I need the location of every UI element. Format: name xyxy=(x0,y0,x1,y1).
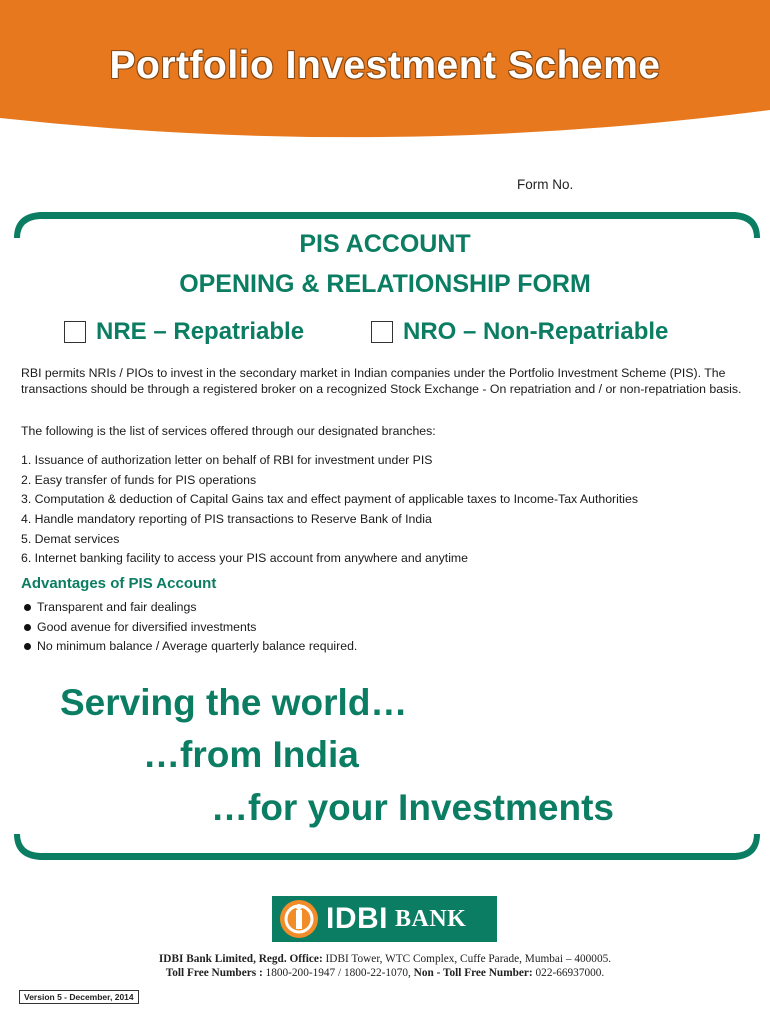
advantages-heading: Advantages of PIS Account xyxy=(21,575,217,592)
intro-paragraph: RBI permits NRIs / PIOs to invest in the secondary market in Indian companies under the Portfolio Investment Scheme (PIS). The transactions should be through a registered broker on a recognized Stock Exchange - On repatriation and / or non-repatriation basis. xyxy=(21,366,742,396)
slogan-line3: …for your Investments xyxy=(211,787,614,828)
non-toll-free-label: Non - Toll Free Number: xyxy=(413,967,533,979)
idbi-emblem-icon xyxy=(278,898,320,940)
form-number-label: Form No. xyxy=(517,177,574,192)
form-title-line1: PIS ACCOUNT xyxy=(299,230,471,258)
option-nre[interactable] xyxy=(64,318,304,346)
nro-checkbox[interactable] xyxy=(371,321,393,343)
services-intro: The following is the list of services offered through our designated branches: xyxy=(21,424,436,438)
company-name: IDBI Bank Limited, Regd. Office: xyxy=(158,953,323,965)
bullet-icon xyxy=(24,643,31,650)
list-item xyxy=(24,637,357,657)
list-item: 1. Issuance of authorization letter on behalf of RBI for investment under PIS xyxy=(21,453,433,467)
advantage-text: Good avenue for diversified investments xyxy=(37,619,257,634)
list-item xyxy=(24,598,357,618)
logo-brand-text: IDBI xyxy=(326,902,388,935)
nre-checkbox[interactable] xyxy=(64,321,86,343)
toll-free-label: Toll Free Numbers : xyxy=(165,967,263,979)
bottom-arc-divider xyxy=(0,832,770,864)
contact-numbers-line xyxy=(0,967,770,979)
services-list xyxy=(21,451,638,569)
nro-label: NRO – Non-Repatriable xyxy=(403,318,669,345)
slogan-line1: Serving the world… xyxy=(60,682,408,723)
list-item: 5. Demat services xyxy=(21,531,120,546)
advantage-text: No minimum balance / Average quarterly balance required. xyxy=(37,639,358,653)
header-banner xyxy=(0,0,770,140)
non-toll-free-number: 022-66937000. xyxy=(535,967,605,979)
list-item: 3. Computation & deduction of Capital Gains tax and effect payment of applicable taxes to Income-Tax Authorities xyxy=(21,492,639,507)
advantages-list xyxy=(24,598,357,657)
nre-label: NRE – Repatriable xyxy=(96,318,305,345)
office-address: IDBI Tower, WTC Complex, Cuffe Parade, Mumbai – 400005. xyxy=(325,953,612,965)
option-nro[interactable] xyxy=(371,318,668,346)
banner-title: Portfolio Investment Scheme xyxy=(109,44,661,87)
form-title-line2: OPENING & RELATIONSHIP FORM xyxy=(179,270,591,298)
idbi-bank-logo xyxy=(272,896,497,942)
version-label: Version 5 - December, 2014 xyxy=(19,990,139,1004)
slogan-line2: …from India xyxy=(143,734,359,775)
logo-bank-text: BANK xyxy=(395,905,467,932)
list-item: 6. Internet banking facility to access your PIS account from anywhere and anytime xyxy=(21,551,469,566)
list-item: 4. Handle mandatory reporting of PIS transactions to Reserve Bank of India xyxy=(21,512,432,527)
list-item: 2. Easy transfer of funds for PIS operations xyxy=(21,472,257,487)
list-item xyxy=(24,618,357,638)
advantage-text: Transparent and fair dealings xyxy=(37,600,197,614)
bullet-icon xyxy=(24,604,31,611)
registered-office-line xyxy=(0,953,770,965)
bullet-icon xyxy=(24,624,31,631)
toll-free-numbers: 1800-200-1947 / 1800-22-1070, xyxy=(265,967,411,979)
